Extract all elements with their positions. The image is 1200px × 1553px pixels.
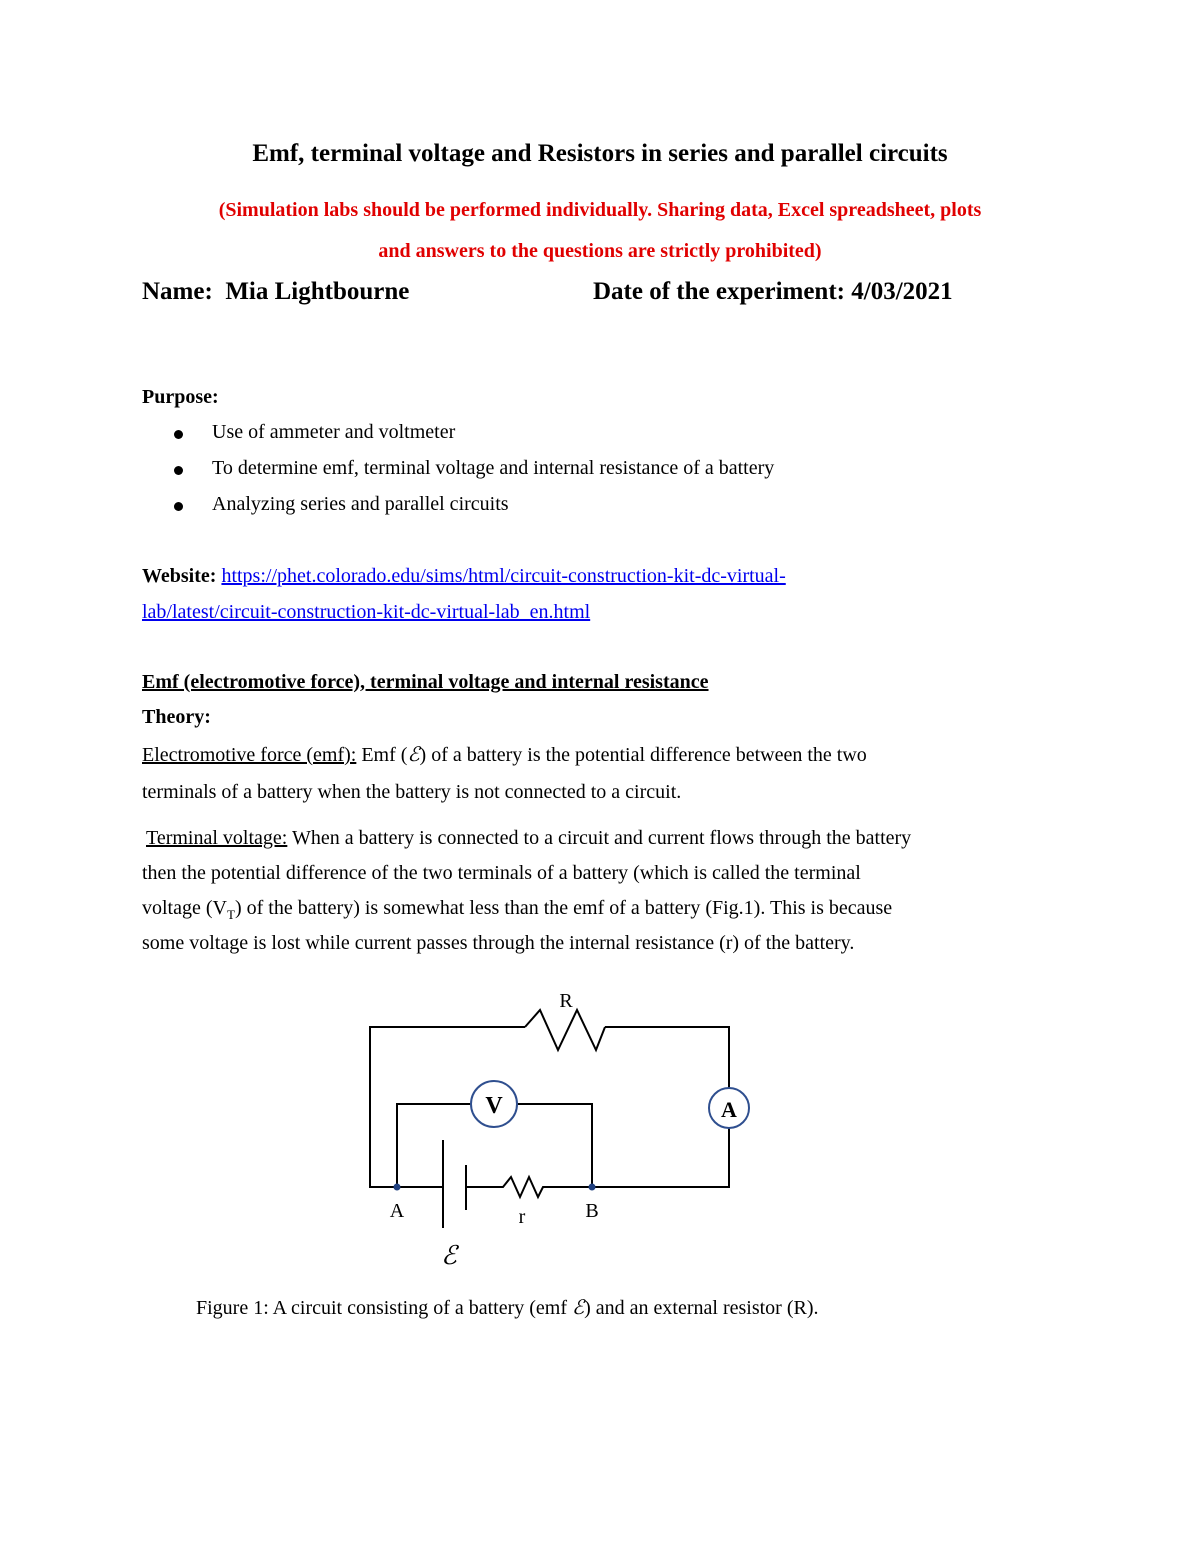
warning-line-2: and answers to the questions are strictly prohibited) [378,240,822,262]
emf-text: Emf ( [356,744,408,766]
date-label: Date of the experiment: [593,278,845,305]
emf-text-rest: ) of a battery is the potential difference between the two [419,744,867,766]
tv-text-b: ) of the battery) is somewhat less than the emf of a battery (Fig.1). This is because [234,897,893,919]
tv-paragraph-line-4: some voltage is lost while current passes through the internal resistance (r) of the battery. [142,932,855,954]
section-heading: Emf (electromotive force), terminal voltage and internal resistance [142,671,709,693]
tv-text: When a battery is connected to a circuit and current flows through the battery [287,827,912,849]
ammeter-label: A [721,1097,737,1122]
emf-symbol: ℰ [407,744,420,766]
voltmeter-label: V [485,1093,503,1119]
caption-text-b: ) and an external resistor (R). [584,1297,819,1319]
resistor-R [525,1010,605,1050]
caption-text-a: Figure 1: A circuit consisting of a battery (emf [196,1297,573,1319]
resistor-R-label: R [559,990,573,1012]
page-title: Emf, terminal voltage and Resistors in series and parallel circuits [252,140,948,167]
node-a-label: A [389,1200,405,1222]
website-label: Website: [142,565,217,587]
date-value: 4/03/2021 [851,278,953,305]
voltmeter-left-wire [397,1104,471,1187]
emf-term: Electromotive force (emf): [142,744,357,766]
warning-line-1: (Simulation labs should be performed individually. Sharing data, Excel spreadsheet, plots [218,199,982,221]
node-b-dot [589,1184,596,1191]
voltmeter-right-wire [517,1104,592,1187]
name-value: Mia Lightbourne [225,278,410,305]
internal-resistor-label: r [518,1206,526,1228]
emf-paragraph-line-2: terminals of a battery when the battery is not connected to a circuit. [142,781,682,803]
outer-wire-right [605,1027,729,1088]
ammeter-lower-wire [592,1128,729,1187]
tv-subscript: T [226,907,235,922]
internal-resistor-r [466,1177,592,1197]
website-link[interactable]: https://phet.colorado.edu/sims/html/circuit-construction-kit-dc-virtual- [221,565,786,587]
figure-caption [196,1295,819,1320]
caption-emf-symbol: ℰ [572,1297,585,1319]
purpose-heading: Purpose: [142,386,219,408]
node-a-dot [394,1184,401,1191]
purpose-item-3: Analyzing series and parallel circuits [212,493,509,515]
theory-label: Theory: [142,706,211,728]
emf-symbol-label: ℰ [441,1241,457,1270]
name-label: Name: [142,278,213,305]
terminal-voltage-term: Terminal voltage: [146,827,288,849]
website-link-continued[interactable]: lab/latest/circuit-construction-kit-dc-virtual-lab_en.html [142,601,591,623]
node-b-label: B [585,1200,599,1222]
purpose-item-2: To determine emf, terminal voltage and internal resistance of a battery [212,457,775,479]
tv-text-a: voltage (V [142,897,227,919]
purpose-item-1: Use of ammeter and voltmeter [212,421,456,443]
tv-paragraph-line-2: then the potential difference of the two terminals of a battery (which is called the terminal [142,862,861,884]
